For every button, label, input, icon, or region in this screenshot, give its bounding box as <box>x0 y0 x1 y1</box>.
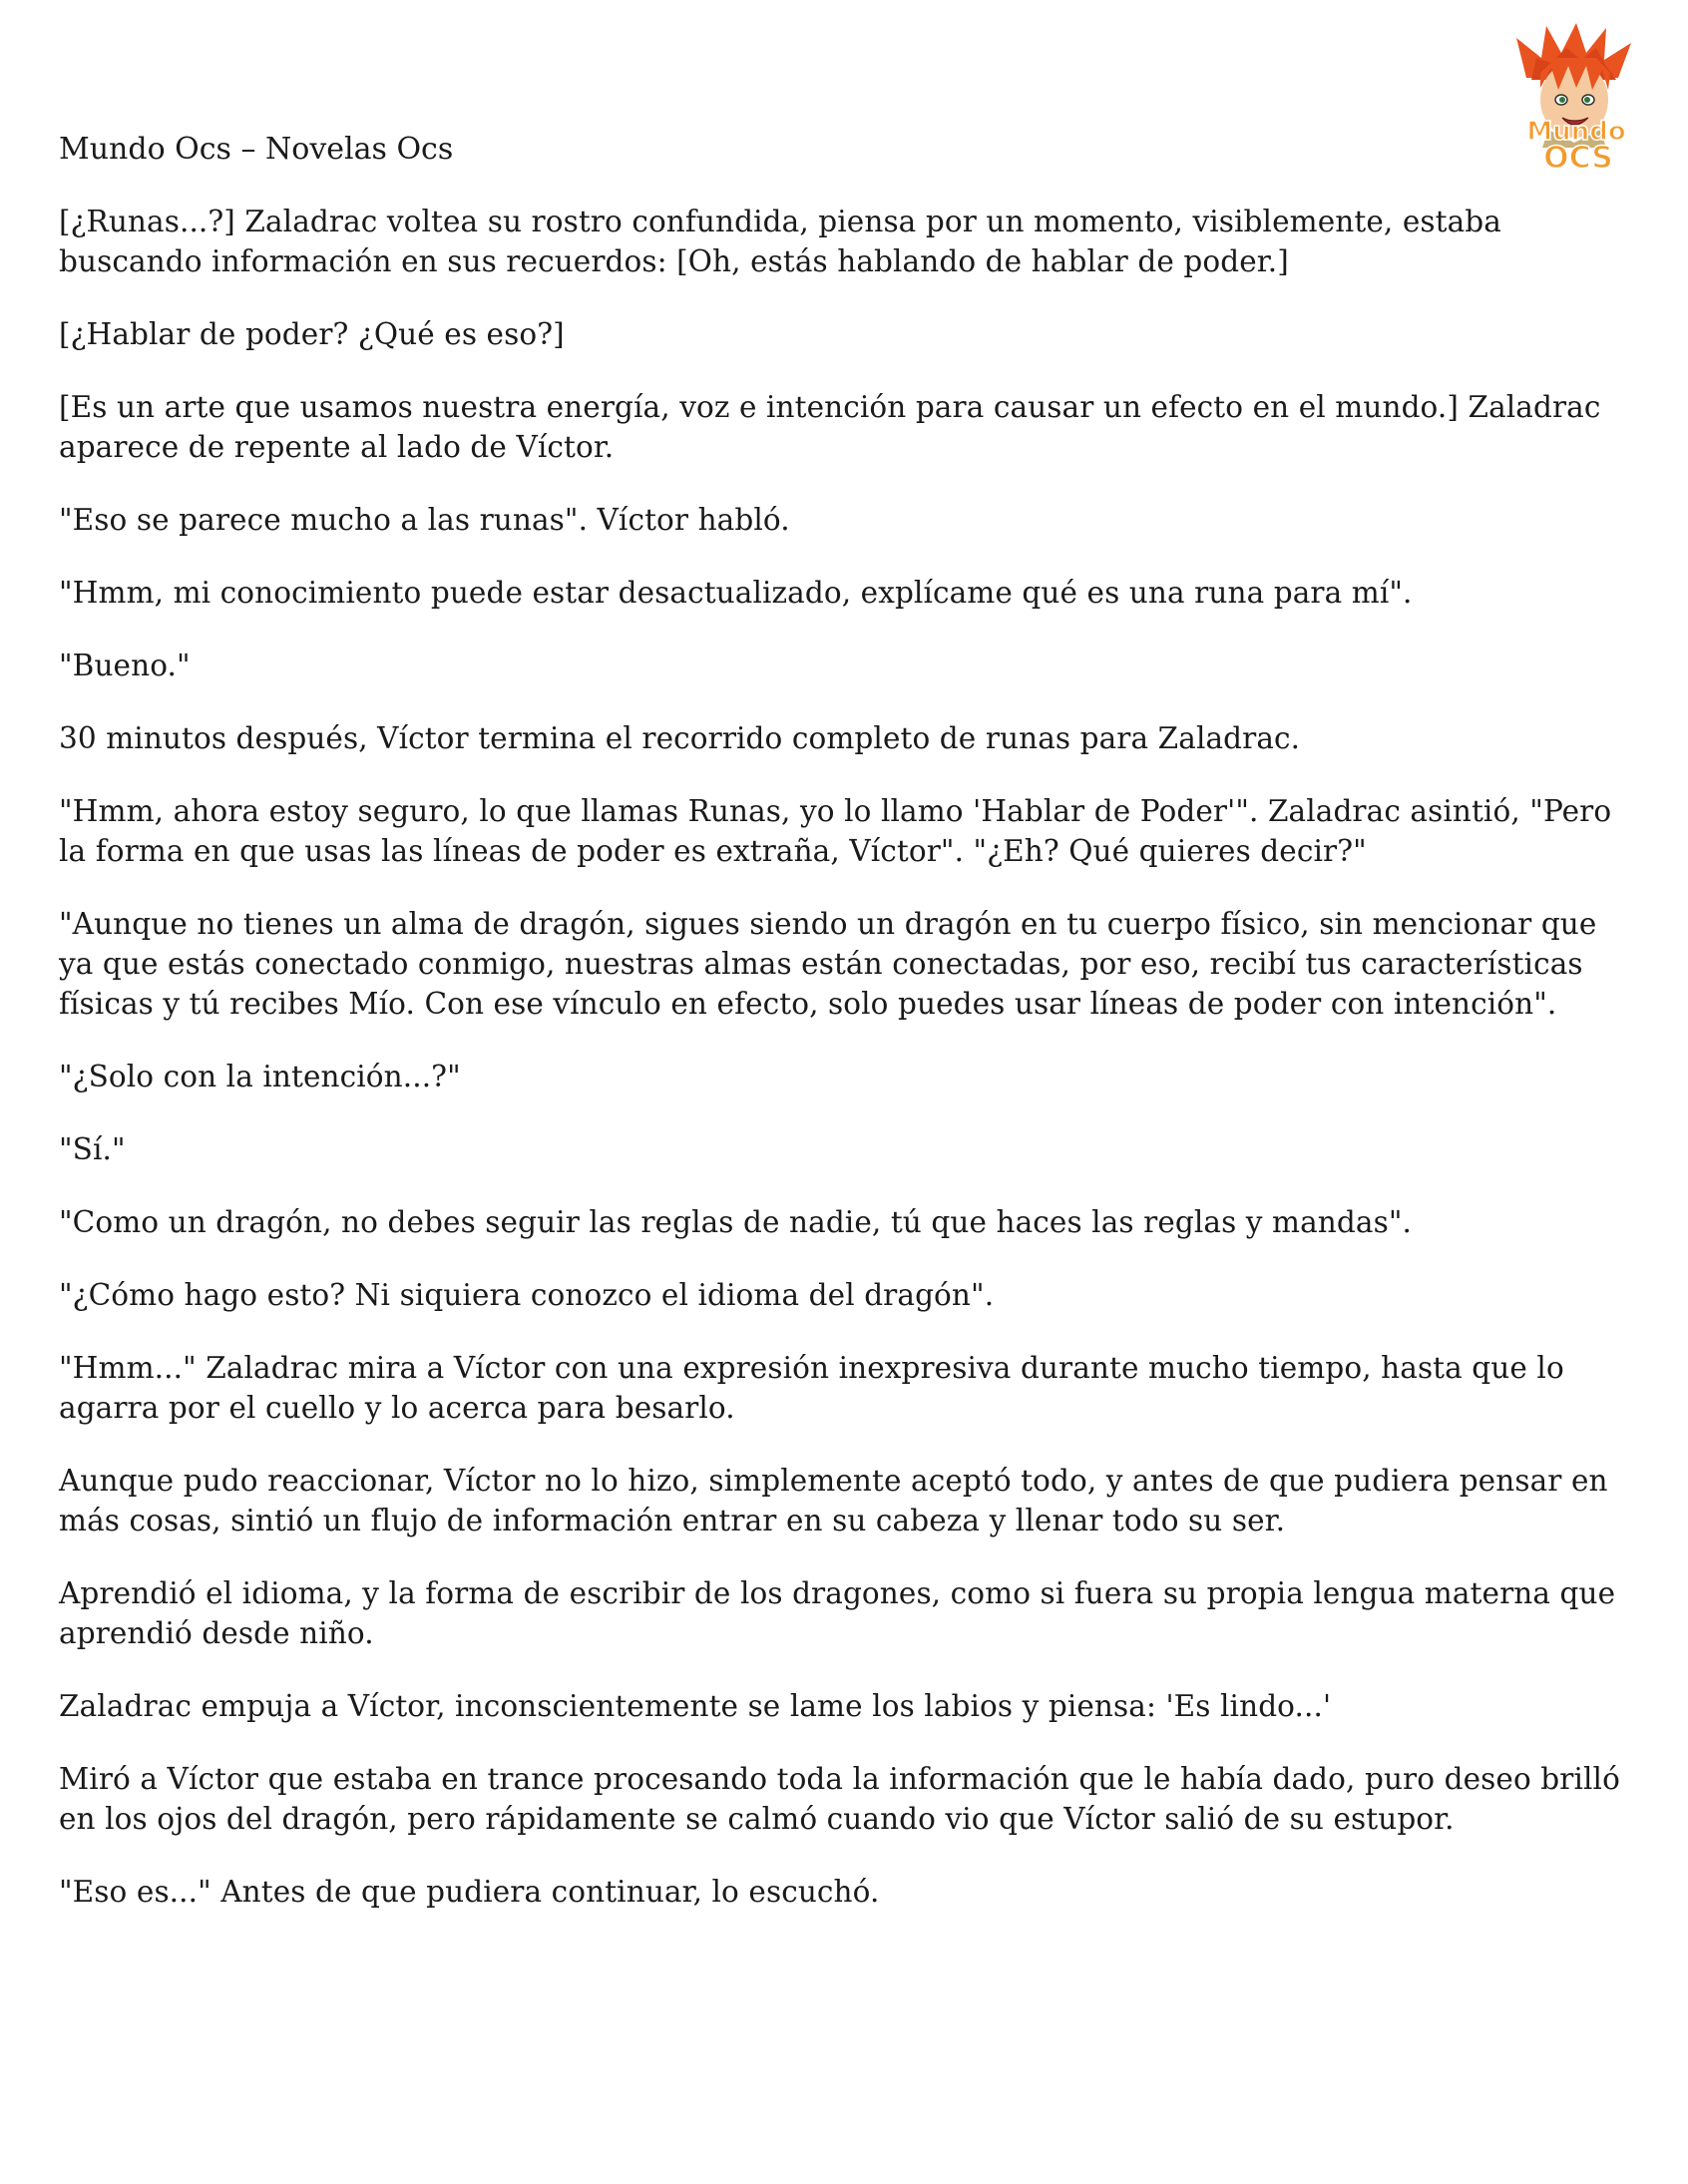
paragraph: "Sí." <box>59 1132 126 1166</box>
logo-text-ocs: OCS <box>1543 141 1613 176</box>
paragraph: "Aunque no tienes un alma de dragón, sigues siendo un dragón en tu cuerpo físico, sin mencionar que ya que estás conectado conmigo, nuestras almas están conectadas, por eso, recibí tus características físicas y tú recibes Mío. Con ese vínculo en efecto, solo puedes usar líneas de poder con intención". <box>59 907 1597 1021</box>
paragraph: [¿Hablar de poder? ¿Qué es eso?] <box>59 317 565 351</box>
paragraph: Aunque pudo reaccionar, Víctor no lo hizo, simplemente aceptó todo, y antes de que pudiera pensar en más cosas, sintió un flujo de información entrar en su cabeza y llenar todo su ser. <box>59 1464 1608 1537</box>
paragraph: "Eso se parece mucho a las runas". Víctor habló. <box>59 503 790 537</box>
paragraph: [Es un arte que usamos nuestra energía, voz e intención para causar un efecto en el mundo.] Zaladrac aparece de repente al lado de Víctor. <box>59 390 1601 464</box>
paragraph: 30 minutos después, Víctor termina el recorrido completo de runas para Zaladrac. <box>59 721 1301 755</box>
body-text <box>59 202 1635 1945</box>
paragraph: "Hmm, ahora estoy seguro, lo que llamas Runas, yo lo llamo 'Hablar de Poder'". Zaladrac asintió, "Pero la forma en que usas las líneas de poder es extraña, Víctor". "¿Eh? Qué quieres decir?" <box>59 794 1612 868</box>
logo-text-mundo: Mundo <box>1526 117 1626 147</box>
paragraph: "¿Cómo hago esto? Ni siquiera conozco el idioma del dragón". <box>59 1278 995 1312</box>
paragraph: "Hmm..." Zaladrac mira a Víctor con una expresión inexpresiva durante mucho tiempo, hasta que lo agarra por el cuello y lo acerca para besarlo. <box>59 1351 1564 1425</box>
paragraph: "Eso es..." Antes de que pudiera continuar, lo escuchó. <box>59 1875 880 1909</box>
paragraph: "¿Solo con la intención...?" <box>59 1060 461 1093</box>
paragraph: Miró a Víctor que estaba en trance procesando toda la información que le había dado, puro deseo brilló en los ojos del dragón, pero rápidamente se calmó cuando vio que Víctor salió de su estupor. <box>59 1762 1620 1836</box>
paragraph: Zaladrac empuja a Víctor, inconscientemente se lame los labios y piensa: 'Es lindo...' <box>59 1689 1332 1723</box>
paragraph: "Hmm, mi conocimiento puede estar desactualizado, explícame qué es una runa para mí". <box>59 576 1413 610</box>
paragraph: Aprendió el idioma, y la forma de escribir de los dragones, como si fuera su propia lengua materna que aprendió desde niño. <box>59 1576 1616 1650</box>
paragraph: "Bueno." <box>59 649 191 682</box>
paragraph: "Como un dragón, no debes seguir las reglas de nadie, tú que haces las reglas y mandas". <box>59 1205 1412 1239</box>
document-header: Mundo Ocs – Novelas Ocs <box>59 132 454 167</box>
paragraph: [¿Runas...?] Zaladrac voltea su rostro confundida, piensa por un momento, visiblemente, estaba buscando información en sus recuerdos: [Oh, estás hablando de hablar de poder.] <box>59 205 1501 278</box>
mundo-ocs-logo <box>1496 18 1656 178</box>
